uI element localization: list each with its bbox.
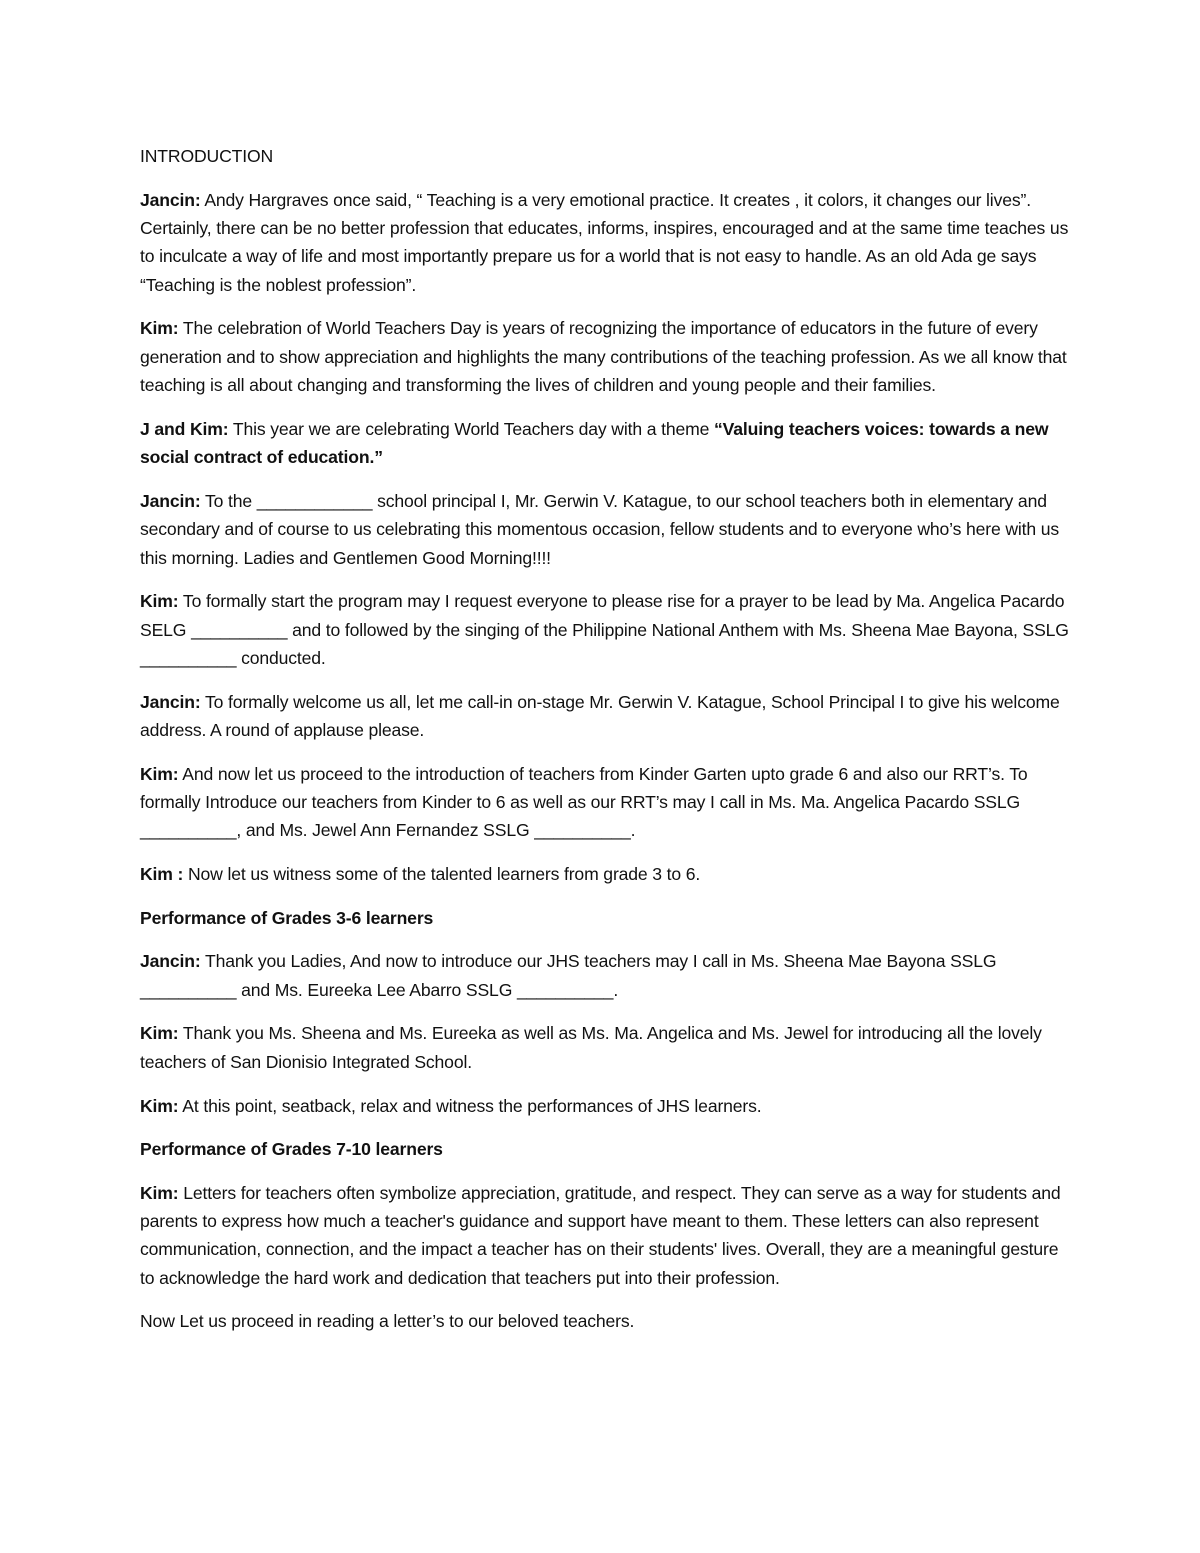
paragraph-text: To formally welcome us all, let me call-in on-stage Mr. Gerwin V. Katague, School Principal I to give his welcome address. A round of applause please. xyxy=(140,691,1060,741)
paragraph-text: To formally start the program may I request everyone to please rise for a prayer to be lead by Ma. Angelica Pacardo SELG __________ and to followed by the singing of the Philippine National Anthem with Ms. Sheena Mae Bayona, SSLG __________ conducted. xyxy=(140,591,1069,668)
speaker-label: Kim : xyxy=(140,864,184,885)
paragraph xyxy=(140,1092,1070,1120)
speaker-label: Kim: xyxy=(140,763,179,784)
paragraph xyxy=(140,415,1070,472)
speaker-label: Jancin: xyxy=(140,490,201,511)
document-body xyxy=(140,142,1070,1351)
speaker-label: Jancin: xyxy=(140,691,201,712)
paragraph xyxy=(140,860,1070,888)
paragraph-text: This year we are celebrating World Teachers day with a theme xyxy=(228,418,714,439)
paragraph xyxy=(140,1179,1070,1292)
speaker-label: Kim: xyxy=(140,1023,179,1044)
section-heading: Performance of Grades 3-6 learners xyxy=(140,908,434,929)
title-text: INTRODUCTION xyxy=(140,146,274,166)
paragraph-text: And now let us proceed to the introduction of teachers from Kinder Garten upto grade 6 and also our RRT’s. To formally Introduce our teachers from Kinder to 6 as well as our RRT’s may I call in Ms. Ma. Angelica Pacardo SSLG __________, and Ms. Jewel Ann Fernandez SSLG __________. xyxy=(140,763,1028,841)
paragraph-text: Thank you Ladies, And now to introduce our JHS teachers may I call in Ms. Sheena Mae Bayona SSLG __________ and Ms. Eureeka Lee Abarro SSLG __________. xyxy=(140,951,997,1000)
paragraph xyxy=(140,186,1070,299)
paragraph-text: The celebration of World Teachers Day is years of recognizing the importance of educators in the future of every generation and to show appreciation and highlights the many contributions of the teaching profession. As we all know that teaching is all about changing and transforming the lives of children and young people and their families. xyxy=(140,318,1067,396)
speaker-label: Jancin: xyxy=(140,951,201,972)
paragraph-text: Andy Hargraves once said, “ Teaching is a very emotional practice. It creates , it colors, it changes our lives”. Certainly, there can be no better profession that educates, informs, inspires, encouraged and at the same time teaches us to inculcate a way of life and most importantly prepare us for a world that is not easy to handle. As an old Ada ge says “Teaching is the noblest profession”. xyxy=(140,189,1069,295)
paragraph xyxy=(140,1019,1070,1076)
paragraph-text: At this point, seatback, relax and witness the performances of JHS learners. xyxy=(178,1095,762,1116)
paragraph xyxy=(140,314,1070,399)
paragraph-text: Thank you Ms. Sheena and Ms. Eureeka as well as Ms. Ma. Angelica and Ms. Jewel for introducing all the lovely teachers of San Dionisio Integrated School. xyxy=(140,1023,1042,1072)
paragraph xyxy=(140,947,1070,1004)
speaker-label: J and Kim: xyxy=(140,418,229,439)
paragraph-text: Now Let us proceed in reading a letter’s to our beloved teachers. xyxy=(140,1311,635,1332)
paragraph xyxy=(140,487,1070,572)
document-title xyxy=(140,142,1070,170)
speaker-label: Kim: xyxy=(140,1095,179,1116)
paragraph xyxy=(140,1307,1070,1335)
section-heading: Performance of Grades 7-10 learners xyxy=(140,1139,443,1160)
paragraph xyxy=(140,760,1070,845)
speaker-label: Jancin: xyxy=(140,189,201,210)
paragraph-text: Now let us witness some of the talented learners from grade 3 to 6. xyxy=(183,864,701,885)
paragraph xyxy=(140,587,1070,672)
paragraph xyxy=(140,688,1070,745)
paragraph-text: Letters for teachers often symbolize appreciation, gratitude, and respect. They can serve as a way for students and parents to express how much a teacher's guidance and support have meant to them. These letters can also represent communication, connection, and the impact a teacher has on their students' lives. Overall, they are a meaningful gesture to acknowledge the hard work and dedication that teachers put into their profession. xyxy=(140,1182,1061,1288)
paragraph-text: To the ____________ school principal I, Mr. Gerwin V. Katague, to our school teachers both in elementary and secondary and of course to us celebrating this momentous occasion, fellow students and to everyone who’s here with us this morning. Ladies and Gentlemen Good Morning!!!! xyxy=(140,490,1060,568)
speaker-label: Kim: xyxy=(140,591,179,612)
speaker-label: Kim: xyxy=(140,318,179,339)
theme-text: “Valuing teachers voices: towards a new social contract of education.” xyxy=(140,418,1049,468)
speaker-label: Kim: xyxy=(140,1182,179,1203)
